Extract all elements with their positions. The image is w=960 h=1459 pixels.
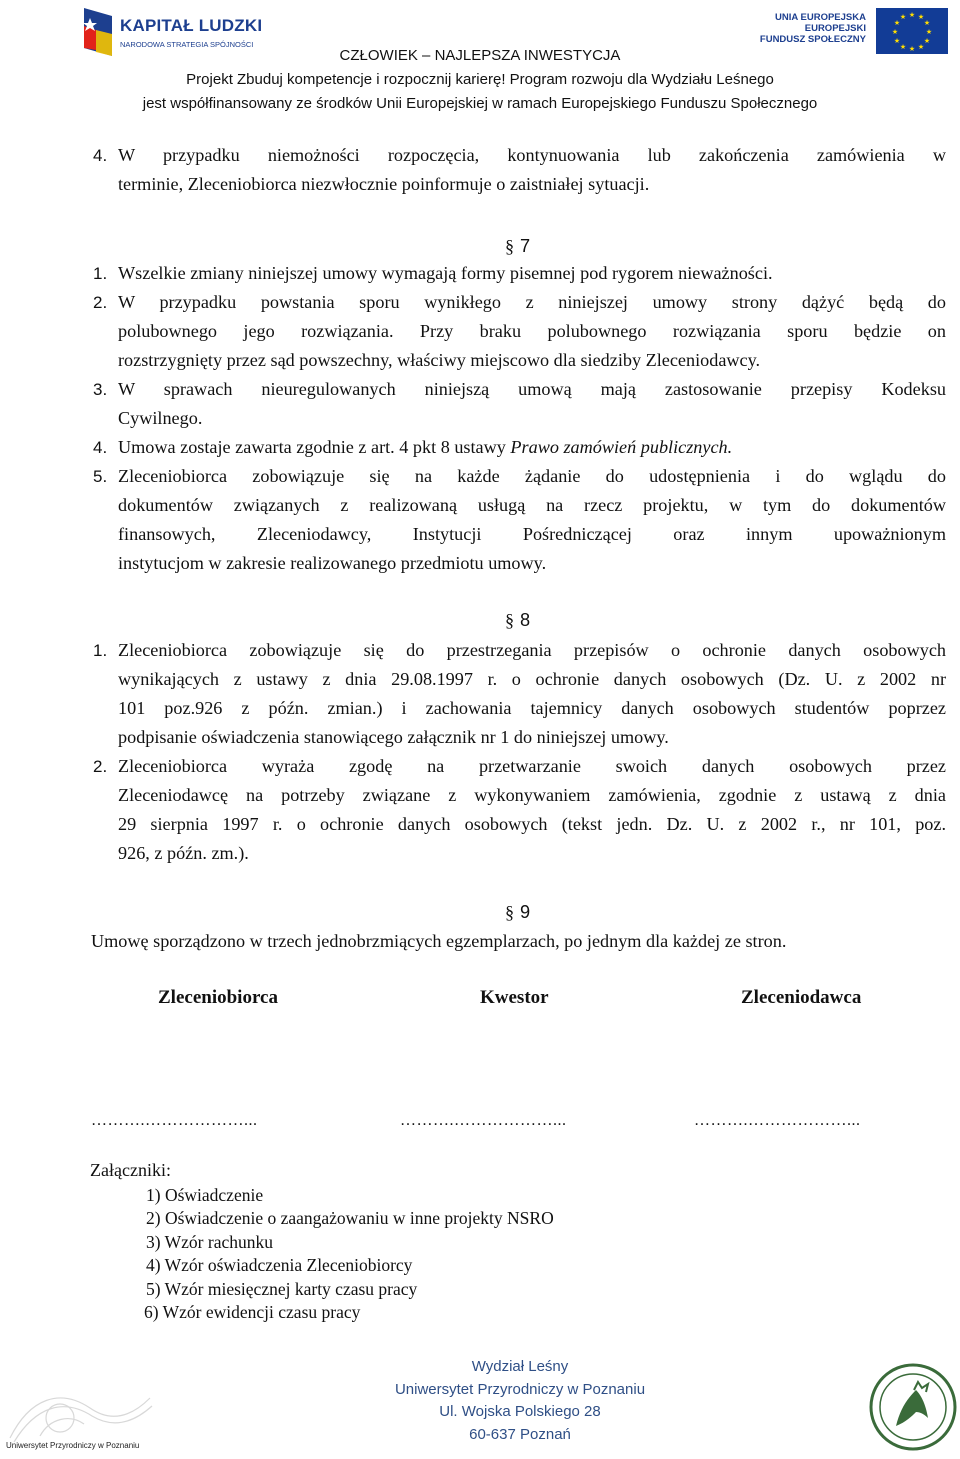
text-line: terminie, Zleceniobiorca niezwłocznie poinformuje o zaistniałej sytuacji. bbox=[118, 174, 650, 194]
text-line: W sprawach nieuregulowanych niniejszą umową mają zastosowanie przepisy Kodeksu bbox=[118, 379, 946, 399]
header-line2-text: Projekt Zbuduj kompetencje i rozpocznij karierę! Program rozwoju dla Wydziału Leśnego bbox=[186, 71, 774, 88]
s7-item5-number: 5. bbox=[93, 467, 108, 486]
text-line: Zleceniobiorca zobowiązuje się na każde żądanie do udostępnienia i do wglądu do bbox=[118, 466, 946, 486]
text-line: W przypadku niemożności rozpoczęcia, kontynuowania lub zakończenia zamówienia w bbox=[118, 145, 946, 165]
text-line: rozstrzygnięty przez sąd powszechny, właściwy miejscowo dla siedziby Zleceniodawcy. bbox=[118, 350, 761, 370]
svg-text:★: ★ bbox=[891, 28, 899, 36]
s7-item3-number: 3. bbox=[93, 380, 108, 399]
s7-item4-plain: Umowa zostaje zawarta zgodnie z art. 4 pkt 8 ustawy bbox=[118, 437, 511, 457]
s7-item1-text bbox=[118, 259, 946, 288]
signature-line-contractor: ……….………………... bbox=[91, 1112, 258, 1129]
section-7-symbol: § bbox=[505, 236, 515, 256]
footer-address bbox=[330, 1356, 710, 1446]
text-line bbox=[118, 433, 946, 462]
eu-logo-line3: FUNDUSZ SPOŁECZNY bbox=[759, 34, 866, 45]
signature-label-bursar: Kwestor bbox=[480, 987, 549, 1008]
attachment-item: 5) Wzór miesięcznej karty czasu pracy bbox=[146, 1278, 418, 1299]
footer-line2: Uniwersytet Przyrodniczy w Poznaniu bbox=[394, 1380, 646, 1398]
header-text bbox=[0, 44, 960, 116]
footer-line4: 60-637 Poznań bbox=[469, 1425, 571, 1443]
kapital-ludzki-title: KAPITAŁ LUDZKI bbox=[120, 16, 263, 35]
university-logo-text: Uniwersytet Przyrodniczy w Poznaniu bbox=[6, 1441, 140, 1450]
svg-text:★: ★ bbox=[908, 45, 916, 53]
attachments-list bbox=[146, 1184, 554, 1324]
footer-line1: Wydział Leśny bbox=[471, 1358, 569, 1375]
attachments-heading: Załączniki: bbox=[90, 1160, 171, 1180]
s8-item1-number: 1. bbox=[93, 641, 108, 660]
eu-logo-line1: UNIA EUROPEJSKA bbox=[775, 12, 866, 23]
text-line: 29 sierpnia 1997 r. o ochronie danych osobowych (tekst jedn. Dz. U. z 2002 r., nr 101, poz. bbox=[118, 814, 946, 834]
svg-text:★: ★ bbox=[917, 13, 925, 21]
header-line1: CZŁOWIEK – NAJLEPSZA INWESTYCJA bbox=[339, 47, 621, 64]
svg-text:★: ★ bbox=[893, 37, 901, 45]
svg-text:★: ★ bbox=[923, 19, 931, 27]
header-line3: jest współfinansowany ze środków Unii Europejskiej w ramach Europejskiego Funduszu Społecznego bbox=[142, 95, 818, 112]
text-line: Cywilnego. bbox=[118, 408, 203, 428]
text-line: 926, z późn. zm.). bbox=[118, 843, 249, 863]
eu-logo-line2: EUROPEJSKI bbox=[804, 23, 866, 34]
text-line: finansowych, Zleceniodawcy, Instytucji Pośredniczącej oraz innym upoważnionym bbox=[118, 524, 946, 544]
signature-label-contractor: Zleceniobiorca bbox=[158, 987, 278, 1008]
svg-text:★: ★ bbox=[917, 43, 925, 51]
text-line: podpisanie oświadczenia stanowiącego załącznik nr 1 do niniejszej umowy. bbox=[118, 727, 669, 747]
text-line: Wszelkie zmiany niniejszej umowy wymagają formy pisemnej pod rygorem nieważności. bbox=[118, 263, 773, 283]
attachment-item: 1) Oświadczenie bbox=[146, 1185, 264, 1205]
svg-text:★: ★ bbox=[908, 11, 916, 19]
section-9-symbol: § bbox=[505, 902, 515, 922]
svg-text:★: ★ bbox=[899, 43, 907, 51]
kapital-ludzki-subtitle: NARODOWA STRATEGIA SPÓJNOŚCI bbox=[120, 40, 254, 49]
s7-item2-text bbox=[118, 288, 946, 375]
s7-item5-text bbox=[118, 462, 946, 578]
footer-line3: Ul. Wojska Polskiego 28 bbox=[439, 1403, 601, 1420]
signature-label-client: Zleceniodawca bbox=[741, 987, 862, 1008]
attachment-item: 4) Wzór oświadczenia Zleceniobiorcy bbox=[146, 1255, 413, 1276]
svg-text:★: ★ bbox=[923, 37, 931, 45]
text-line: dokumentów związanych z realizowaną usługą na rzecz projektu, w tym do dokumentów bbox=[118, 495, 946, 515]
svg-text:★: ★ bbox=[899, 13, 907, 21]
text-line: Zleceniobiorca zobowiązuje się do przestrzegania przepisów o ochronie danych osobowych bbox=[118, 640, 946, 660]
text-line: Zleceniodawcę na potrzeby związane z wykonywaniem zamówienia, zgodnie z ustawą z dnia bbox=[118, 785, 946, 805]
svg-text:★: ★ bbox=[893, 19, 901, 27]
attachment-item: 6) Wzór ewidencji czasu pracy bbox=[144, 1301, 361, 1322]
s8-item2-number: 2. bbox=[93, 757, 108, 776]
header-line2 bbox=[0, 68, 960, 92]
s7-item1-number: 1. bbox=[93, 264, 108, 283]
section-9-number: 9 bbox=[520, 902, 531, 922]
text-line: instytucjom w zakresie realizowanego przedmiotu umowy. bbox=[118, 553, 547, 573]
s8-item1-text bbox=[118, 636, 946, 752]
text-line: polubownego jego rozwiązania. Przy braku polubownego rozwiązania sporu będzie on bbox=[118, 321, 946, 341]
section-8-number: 8 bbox=[520, 610, 531, 630]
page-header bbox=[0, 0, 960, 120]
s7-item4-italic: Prawo zamówień publicznych. bbox=[510, 437, 733, 457]
attachment-item: 2) Oświadczenie o zaangażowaniu w inne projekty NSRO bbox=[146, 1208, 554, 1229]
s9-text: Umowę sporządzono w trzech jednobrzmiących egzemplarzach, po jednym dla każdej ze stron. bbox=[91, 931, 787, 951]
faculty-seal-icon bbox=[866, 1360, 960, 1454]
text-line: wynikających z ustawy z dnia 29.08.1997 r. o ochronie danych osobowych (Dz. U. z 2002 nr bbox=[118, 669, 946, 689]
s7-item2-number: 2. bbox=[93, 293, 108, 312]
text-line: Zleceniobiorca wyraża zgodę na przetwarzanie swoich danych osobowych przez bbox=[118, 756, 946, 776]
section-7-number: 7 bbox=[520, 236, 531, 256]
text-line: W przypadku powstania sporu wynikłego z niniejszej umowy strony dążyć będą do bbox=[118, 292, 946, 312]
attachment-item: 3) Wzór rachunku bbox=[146, 1231, 273, 1252]
signature-line-client: ……….………………... bbox=[694, 1112, 861, 1129]
s7-item4-text bbox=[118, 433, 946, 462]
text-line: 101 poz.926 z późn. zmian.) i zachowania tajemnicy danych osobowych studentów poprzez bbox=[118, 698, 946, 718]
s6-item4-number: 4. bbox=[93, 146, 108, 165]
s7-item3-text bbox=[118, 375, 946, 433]
s7-item4-number: 4. bbox=[93, 438, 108, 457]
s6-item4-text bbox=[118, 141, 946, 199]
signature-line-bursar: ……….………………... bbox=[400, 1112, 567, 1129]
svg-text:★: ★ bbox=[925, 28, 933, 36]
s8-item2-text bbox=[118, 752, 946, 868]
section-8-symbol: § bbox=[505, 610, 515, 630]
eu-logo-text bbox=[760, 12, 866, 45]
